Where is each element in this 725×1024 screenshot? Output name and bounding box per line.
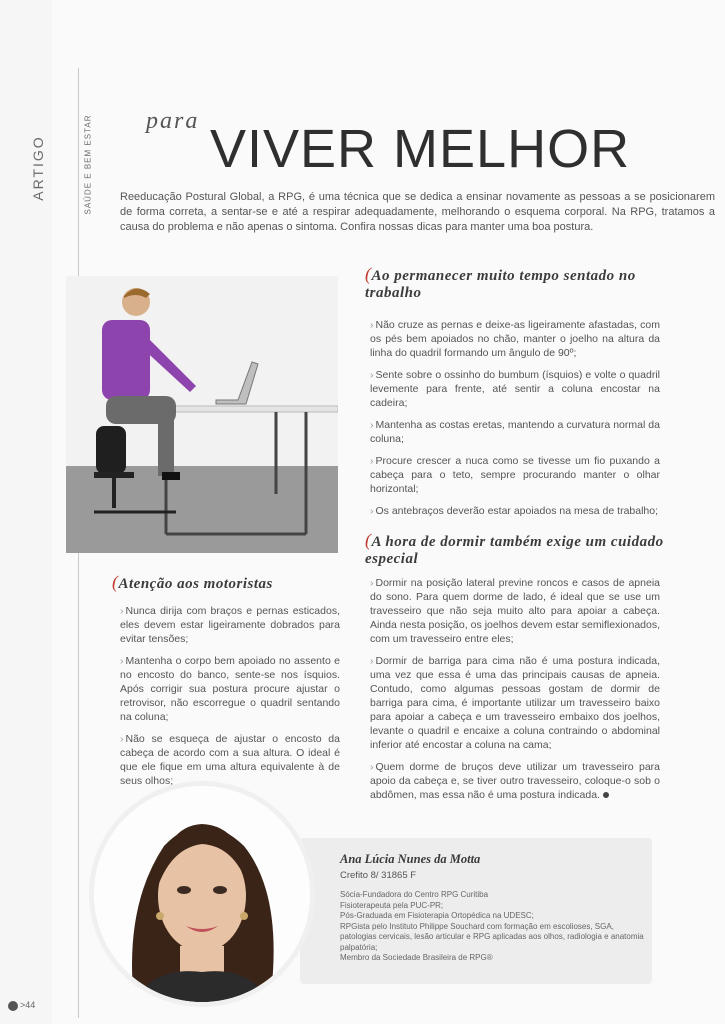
page-number xyxy=(8,1000,35,1011)
end-mark-icon xyxy=(603,792,609,798)
chevron-icon: › xyxy=(370,761,374,773)
list-item: Membro da Sociedade Brasileira de RPG® xyxy=(340,953,493,962)
list-item: › Quem dorme de bruços deve utilizar um travesseiro para apoio da cabeça e, se tiver outro travesseiro, coloque-o sob o abdômen, mas essa não é uma postura indicada. xyxy=(370,761,660,801)
chevron-icon: › xyxy=(370,655,374,667)
list-item: › Procure crescer a nuca como se tivesse um fio puxando a cabeça para o teto, sempre procurando manter o olhar horizontal; xyxy=(370,455,660,495)
section-title-sleeping-text: A hora de dormir também exige um cuidado especial xyxy=(365,534,664,567)
folio-dot-icon xyxy=(8,1001,18,1011)
chevron-icon: › xyxy=(370,505,374,517)
list-item: › Dormir de barriga para cima não é uma postura indicada, uma vez que essa é uma das principais causas de apneia. Contudo, como algumas pessoas gostam de dormir de barriga para cima, é importante utilizar um travesseiro baixo para apoiar a cabeça e um travesseiro embaixo dos joelhos, levante o quadril e encaixe a coluna contraindo o abdominal inferior até encostar a coluna na cama; xyxy=(370,655,660,751)
section-side-label xyxy=(16,100,93,240)
author-portrait xyxy=(94,786,310,1002)
list-item: RPGista pelo Instituto Philippe Souchard com formação em escolioses, SGA, patologias cervicais, lesão articular e RPG aplicadas aos olhos, radiologia e anatomia palpatória; xyxy=(340,921,644,952)
list-item: › Não se esqueça de ajustar o encosto da cabeça de acordo com a sua altura. O ideal é que ele fique em uma altura equivalente à de seus olhos; xyxy=(120,733,340,787)
section-title-sitting-text: Ao permanecer muito tempo sentado no trabalho xyxy=(365,268,636,301)
list-item: Fisioterapeuta pela PUC-PR; xyxy=(340,900,444,910)
list-item: › Não cruze as pernas e deixe-as ligeiramente afastadas, com os pés bem apoiados no chão, manter o joelho na altura da linha do quadril formando um ângulo de 90º; xyxy=(370,319,660,359)
author-name: Ana Lúcia Nunes da Motta xyxy=(340,852,481,866)
list-item: › Nunca dirija com braços e pernas esticados, eles devem estar ligeiramente dobrados para evitar tensões; xyxy=(120,605,340,645)
page-number-text: >44 xyxy=(20,1000,36,1010)
chevron-icon: › xyxy=(370,455,374,467)
section-title-drivers xyxy=(112,574,342,593)
chevron-icon: › xyxy=(370,577,374,589)
title-small: para xyxy=(146,108,200,134)
sleeping-tips-list xyxy=(370,576,660,810)
desk-posture-illustration xyxy=(66,276,338,553)
chevron-icon: › xyxy=(370,369,374,381)
author-crefito: Crefito 8/ 31865 F xyxy=(340,870,417,881)
accent-mark-icon: ( xyxy=(112,572,119,592)
chevron-icon: › xyxy=(120,733,124,745)
section-title-drivers-text: Atenção aos motoristas xyxy=(118,576,273,592)
sitting-tips-list xyxy=(370,318,660,526)
chevron-icon: › xyxy=(370,319,374,331)
author-portrait-illustration xyxy=(94,786,310,1002)
chevron-icon: › xyxy=(370,419,374,431)
section-title-sleeping xyxy=(365,532,665,568)
chevron-icon: › xyxy=(120,605,124,617)
accent-mark-icon: ( xyxy=(365,530,372,550)
list-item: Sócia-Fundadora do Centro RPG Curitiba xyxy=(340,890,489,899)
side-label-sublabel: SAÚDE E BEM ESTAR xyxy=(83,114,93,215)
accent-mark-icon: ( xyxy=(365,264,372,284)
list-item: › Mantenha as costas eretas, mantendo a curvatura normal da coluna; xyxy=(370,419,660,445)
page-title: VIVER MELHOR xyxy=(210,119,631,179)
list-item: › Dormir na posição lateral previne roncos e casos de apneia do sono. Para quem dorme de lado, é ideal que se use um travesseiro que não seja muito alto para apoiar a cabeça. Ainda nesta posição, os joelhos devem estar semiflexionados, com um travesseiro entre eles; xyxy=(370,577,660,645)
list-item: › Sente sobre o ossinho do bumbum (ísquios) e volte o quadril levemente para frente, até sentir a coluna encostar na cadeira; xyxy=(370,369,660,409)
side-label-artigo: ARTIGO xyxy=(30,135,46,201)
drivers-tips-list xyxy=(120,604,340,796)
list-item: › Os antebraços deverão estar apoiados na mesa de trabalho; xyxy=(370,505,659,517)
section-title-sitting xyxy=(365,266,665,302)
desk-posture-photo xyxy=(66,276,338,553)
list-item: › Mantenha o corpo bem apoiado no assento e no encosto do banco, sente-se nos ísquios. Após corrigir sua postura procure ajustar o retrovisor, não escorregue o quadril sentando na coluna; xyxy=(120,655,340,723)
list-item: Pós-Graduada em Fisioterapia Ortopédica na UDESC; xyxy=(340,911,534,920)
author-bio-list xyxy=(340,890,645,964)
chevron-icon: › xyxy=(120,655,124,667)
intro-paragraph: Reeducação Postural Global, a RPG, é uma técnica que se dedica a ensinar novamente as pessoas a se posicionarem de forma correta, a sentar-se e até a respirar adequadamente, melhorando o esquema corporal. Na RPG, tratamos a causa do problema e não apenas o sintoma. Confira nossas dicas para manter uma boa postura. xyxy=(120,191,715,233)
